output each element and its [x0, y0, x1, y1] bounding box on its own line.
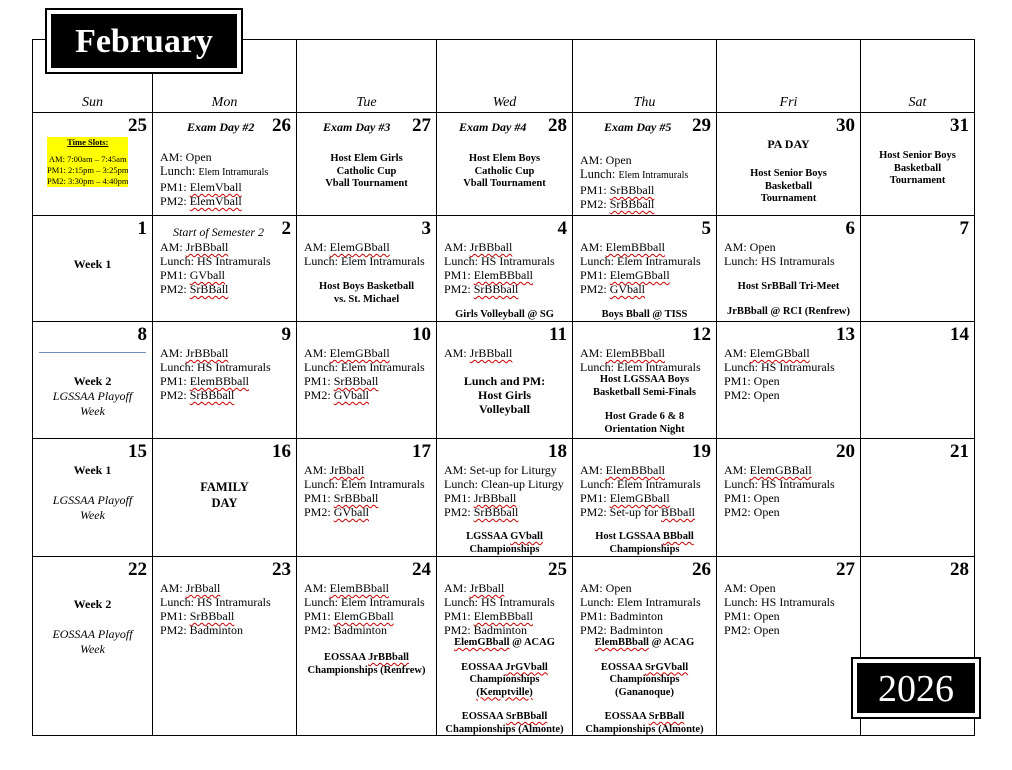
- event-note: [573, 531, 716, 556]
- schedule-line: Lunch: HS Intramurals: [160, 254, 271, 268]
- event-line: LGSSAA GVball: [466, 531, 543, 542]
- day-schedule: [304, 581, 425, 637]
- schedule-line: PM2: SrBBball: [444, 282, 519, 296]
- day-schedule: [444, 240, 555, 296]
- schedule-line: Lunch: Elem Intramurals: [304, 595, 425, 609]
- event-line: Championships: [609, 543, 680, 555]
- week-label: [33, 257, 152, 272]
- schedule-line: PM2: SrBBball: [580, 197, 655, 211]
- day-number: 1: [137, 218, 147, 239]
- schedule-line: AM: JrBball: [444, 581, 505, 595]
- week-row: [33, 216, 975, 322]
- schedule-line: AM: JrBBball: [160, 346, 229, 360]
- schedule-line: Lunch: Elem Intramurals: [580, 595, 701, 609]
- day-number: 25: [128, 115, 147, 136]
- day-number: 12: [692, 324, 711, 345]
- event-footer: Boys Bball @ TISS: [601, 309, 688, 320]
- weekday-wed: Wed: [437, 40, 573, 113]
- weekday-fri: Fri: [717, 40, 861, 113]
- day-cell: [717, 322, 861, 439]
- day-cell: [297, 439, 437, 557]
- schedule-line: PM2: Open: [724, 623, 780, 637]
- day-number: 9: [281, 324, 291, 345]
- schedule-line: PM2: Open: [724, 505, 780, 519]
- playoff-label: EOSSAA Playoff: [52, 627, 133, 641]
- weekday-tue: Tue: [297, 40, 437, 113]
- schedule-line: Lunch: Elem Intramurals: [580, 360, 701, 374]
- day-number: 26: [692, 559, 711, 580]
- day-number: 10: [412, 324, 431, 345]
- event-line: Catholic Cup: [336, 165, 397, 177]
- week-label: [33, 627, 152, 657]
- day-number: 19: [692, 441, 711, 462]
- event-line: Host Elem Girls: [330, 153, 403, 164]
- schedule-line: PM1: SrBBball: [304, 374, 379, 388]
- event-note: [717, 281, 860, 318]
- day-number: 27: [412, 115, 431, 136]
- pa-day-title: PA DAY: [767, 137, 810, 151]
- day-schedule: [580, 581, 701, 637]
- week-number: Week 1: [73, 463, 112, 477]
- day-number: 18: [548, 441, 567, 462]
- event-line: ElemGBball @ ACAG: [454, 637, 555, 648]
- event-line: FAMILY: [200, 480, 249, 494]
- day-cell: [297, 216, 437, 322]
- exam-day-note: Exam Day #5: [604, 120, 672, 134]
- time-slot-pm1: PM1: 2:15pm – 3:25pm: [47, 165, 129, 175]
- day-cell: [33, 216, 153, 322]
- schedule-line: Lunch: Elem Intramurals: [580, 167, 689, 181]
- schedule-line: PM1: SrBBball: [304, 491, 379, 505]
- event-line: Vball Tournament: [463, 178, 546, 189]
- schedule-line: Lunch: Elem Intramurals: [580, 477, 701, 491]
- event-line: Volleyball: [479, 402, 530, 416]
- schedule-line: AM: ElemGBBall: [724, 463, 812, 477]
- day-cell: [717, 439, 861, 557]
- day-number: 29: [692, 115, 711, 136]
- playoff-label: LGSSAA Playoff: [52, 389, 133, 403]
- day-schedule: [580, 153, 688, 211]
- day-number: 24: [412, 559, 431, 580]
- schedule-line: PM2: Open: [724, 388, 780, 402]
- event-line: EOSSAA SrGVball: [600, 661, 689, 673]
- day-number: 7: [959, 218, 969, 239]
- schedule-line: PM2: Badminton: [580, 623, 664, 637]
- day-cell: [437, 322, 573, 439]
- day-number: 26: [272, 115, 291, 136]
- day-number: 31: [950, 115, 969, 136]
- time-slot-am: AM: 7:00am – 7:45am: [48, 154, 127, 164]
- playoff-label: Week: [80, 404, 105, 418]
- day-number: 11: [549, 324, 567, 345]
- schedule-line: AM: Open: [580, 153, 632, 167]
- month-title-box: [45, 8, 243, 74]
- day-schedule: [580, 240, 701, 296]
- day-cell: [861, 113, 975, 216]
- schedule-line: Lunch: HS Intramurals: [724, 360, 835, 374]
- weekday-sun: Sun: [33, 40, 153, 113]
- day-schedule: [160, 150, 268, 208]
- day-number: 23: [272, 559, 291, 580]
- event-line: EOSSAA SrBBball: [461, 711, 548, 722]
- day-number: 16: [272, 441, 291, 462]
- schedule-line: PM1: JrBBball: [444, 491, 517, 505]
- event-note: [573, 637, 716, 736]
- playoff-label: Week: [80, 642, 105, 656]
- day-cell: [153, 322, 297, 439]
- calendar-grid: [32, 39, 975, 736]
- schedule-line: PM1: ElemGBball: [580, 491, 670, 505]
- exam-day-note: Exam Day #2: [187, 120, 255, 134]
- event-line: Orientation Night: [604, 423, 685, 435]
- event-line: (Gananoque): [615, 686, 674, 698]
- schedule-line: Lunch: Elem Intramurals: [580, 254, 701, 268]
- event-line: Host Girls: [478, 388, 531, 402]
- event-note: [717, 168, 860, 206]
- schedule-line: AM: ElemBBball: [580, 240, 665, 254]
- event-line: Catholic Cup: [474, 165, 535, 177]
- time-slots-title: Time Slots:: [67, 137, 109, 147]
- schedule-line: PM1: Open: [724, 491, 780, 505]
- year-label: 2026: [857, 663, 975, 713]
- schedule-line: AM: ElemGBball: [724, 346, 810, 360]
- schedule-line: PM2: GVball: [580, 282, 646, 296]
- event-line: Host LGSSAA Boys: [599, 374, 690, 385]
- event-line: Basketball: [893, 162, 942, 174]
- day-cell: [717, 216, 861, 322]
- event-line: Championships: [469, 543, 540, 555]
- event-line: Host SrBBall Tri-Meet: [737, 281, 840, 292]
- schedule-line: AM: JrBBball: [444, 346, 513, 360]
- day-schedule: [580, 346, 701, 374]
- month-title: February: [51, 14, 237, 68]
- day-cell: [297, 113, 437, 216]
- day-cell: [33, 113, 153, 216]
- schedule-line: Lunch: HS Intramurals: [444, 595, 555, 609]
- schedule-line: AM: JrBball: [160, 581, 221, 595]
- day-number: 2: [281, 218, 291, 239]
- day-schedule: [724, 463, 835, 519]
- day-cell: [437, 439, 573, 557]
- week-number: Week 2: [73, 597, 112, 611]
- event-line: Host Grade 6 & 8: [604, 411, 685, 422]
- event-line: Host LGSSAA BBball: [595, 531, 694, 542]
- semester-note: Start of Semester 2: [173, 225, 264, 239]
- day-schedule: [160, 240, 271, 296]
- day-cell: [297, 557, 437, 736]
- day-cell: [297, 322, 437, 439]
- schedule-line: PM1: ElemBBball: [444, 268, 534, 282]
- day-cell: [573, 322, 717, 439]
- day-schedule: [724, 346, 835, 402]
- event-line: Lunch and PM:: [463, 374, 546, 388]
- day-schedule: [304, 463, 425, 519]
- week-label: [33, 493, 152, 523]
- day-schedule: [444, 581, 555, 637]
- day-cell: [861, 322, 975, 439]
- schedule-line: PM1: Open: [724, 609, 780, 623]
- schedule-line: AM: Open: [580, 581, 632, 595]
- event-line: Host Senior Boys: [879, 150, 956, 161]
- schedule-line: PM2: GVball: [304, 388, 370, 402]
- week-row: [33, 557, 975, 736]
- schedule-line: AM: ElemGBball: [304, 240, 390, 254]
- schedule-line: AM: JrBBball: [444, 240, 513, 254]
- day-cell: [153, 557, 297, 736]
- day-number: 20: [836, 441, 855, 462]
- day-number: 3: [421, 218, 431, 239]
- event-note: [437, 531, 572, 556]
- day-cell: [573, 557, 717, 736]
- day-number: 14: [950, 324, 969, 345]
- day-cell: [573, 216, 717, 322]
- day-number: 22: [128, 559, 147, 580]
- day-number: 17: [412, 441, 431, 462]
- event-line: Host Elem Boys: [468, 153, 541, 164]
- event-note: [297, 281, 436, 306]
- event-line: Championships: [469, 674, 540, 685]
- day-cell: [437, 557, 573, 736]
- day-cell: [717, 557, 861, 736]
- divider-line: [39, 352, 146, 353]
- day-cell: [573, 113, 717, 216]
- day-number: 4: [557, 218, 567, 239]
- schedule-line: AM: ElemBBball: [580, 346, 665, 360]
- day-cell: [33, 322, 153, 439]
- day-number: 28: [950, 559, 969, 580]
- schedule-line: Lunch: Elem Intramurals: [160, 164, 269, 178]
- day-cell: [33, 439, 153, 557]
- day-schedule: [724, 240, 835, 268]
- schedule-line: AM: Set-up for Liturgy: [444, 463, 557, 477]
- day-schedule: [444, 346, 512, 360]
- exam-day-note: Exam Day #3: [323, 120, 391, 134]
- playoff-label: Week: [80, 508, 105, 522]
- schedule-line: PM2: Badminton: [444, 623, 528, 637]
- schedule-line: AM: Open: [724, 581, 776, 595]
- schedule-line: Lunch: HS Intramurals: [160, 360, 271, 374]
- event-line: JrBBball @ RCI (Renfrew): [726, 305, 851, 317]
- day-cell: [861, 439, 975, 557]
- week-row: [33, 439, 975, 557]
- schedule-line: PM2: Set-up for BBball: [580, 505, 696, 519]
- event-line: Basketball: [764, 180, 813, 192]
- event-line: EOSSAA JrGVball: [461, 661, 548, 673]
- event-note: [437, 637, 572, 736]
- schedule-line: PM1: ElemGBball: [580, 268, 670, 282]
- schedule-line: PM2: Badminton: [304, 623, 388, 637]
- year-box: [851, 657, 981, 719]
- schedule-line: AM: JrBBball: [160, 240, 229, 254]
- day-schedule: [160, 346, 271, 402]
- schedule-line: Lunch: HS Intramurals: [724, 254, 835, 268]
- schedule-line: PM2: SrBBball: [160, 388, 235, 402]
- day-cell: [33, 557, 153, 736]
- event-note: [573, 374, 716, 436]
- day-schedule: [304, 346, 425, 402]
- week-label: [33, 463, 152, 478]
- event-line: Championships: [609, 674, 680, 685]
- event-line: Championships (Almonte): [445, 723, 564, 735]
- event-note: [297, 652, 436, 677]
- event-note: [297, 153, 436, 191]
- day-cell: [717, 113, 861, 216]
- day-schedule: [724, 581, 835, 637]
- event-line: EOSSAA SrBBall: [604, 711, 685, 722]
- event-line: Championships (Almonte): [585, 723, 704, 735]
- day-number: 13: [836, 324, 855, 345]
- schedule-line: Lunch: Clean-up Liturgy: [444, 477, 564, 491]
- event-line: vs. St. Michael: [333, 293, 400, 305]
- time-slots-box: [47, 137, 128, 187]
- day-schedule: [580, 463, 701, 519]
- schedule-line: Lunch: HS Intramurals: [444, 254, 555, 268]
- schedule-line: AM: Open: [160, 150, 212, 164]
- day-cell: [153, 439, 297, 557]
- day-schedule: [444, 463, 564, 519]
- event-line: Vball Tournament: [325, 178, 408, 189]
- schedule-line: PM1: SrBBball: [580, 183, 655, 197]
- day-cell: [437, 113, 573, 216]
- family-day-note: [153, 479, 296, 511]
- day-schedule: [304, 240, 425, 268]
- day-number: 8: [137, 324, 147, 345]
- schedule-line: AM: ElemBBball: [304, 581, 389, 595]
- week-label: [33, 374, 152, 419]
- schedule-line: AM: JrBball: [304, 463, 365, 477]
- schedule-line: AM: ElemBBball: [580, 463, 665, 477]
- schedule-line: PM1: ElemGBball: [304, 609, 394, 623]
- schedule-line: Lunch: HS Intramurals: [160, 595, 271, 609]
- schedule-line: Lunch: Elem Intramurals: [304, 360, 425, 374]
- schedule-line: PM1: Open: [724, 374, 780, 388]
- schedule-line: PM1: ElemBBball: [444, 609, 534, 623]
- schedule-line: Lunch: Elem Intramurals: [304, 477, 425, 491]
- schedule-line: PM2: GVball: [304, 505, 370, 519]
- day-schedule: [160, 581, 271, 637]
- day-cell: [573, 439, 717, 557]
- day-cell: [861, 216, 975, 322]
- schedule-line: PM2: SrBBall: [160, 282, 229, 296]
- schedule-line: AM: ElemGBball: [304, 346, 390, 360]
- exam-day-note: Exam Day #4: [459, 120, 527, 134]
- event-line: Host Senior Boys: [750, 168, 827, 179]
- day-number: 25: [548, 559, 567, 580]
- schedule-line: PM2: Badminton: [160, 623, 244, 637]
- schedule-line: Lunch: HS Intramurals: [724, 477, 835, 491]
- event-line: Host Boys Basketball: [318, 281, 415, 292]
- week-row: [33, 113, 975, 216]
- event-line: ElemBBball @ ACAG: [594, 637, 695, 648]
- week-row: [33, 322, 975, 439]
- day-number: 21: [950, 441, 969, 462]
- event-line: Tournament: [760, 193, 817, 204]
- event-line: Basketball Semi-Finals: [593, 386, 696, 398]
- weekday-mon: Mon: [153, 40, 297, 113]
- schedule-line: PM2: SrBBball: [444, 505, 519, 519]
- day-number: 30: [836, 115, 855, 136]
- event-note: [437, 374, 572, 416]
- day-number: 15: [128, 441, 147, 462]
- schedule-line: PM1: GVball: [160, 268, 226, 282]
- playoff-label: LGSSAA Playoff: [52, 493, 133, 507]
- event-line: (Kemptville): [476, 686, 533, 698]
- event-note: [861, 150, 974, 188]
- event-line: Tournament: [889, 175, 946, 186]
- day-number: 28: [548, 115, 567, 136]
- week-number: Week 1: [73, 257, 112, 271]
- time-slot-pm2: PM2: 3:30pm – 4:40pm: [47, 176, 129, 186]
- schedule-line: Lunch: HS Intramurals: [724, 595, 835, 609]
- week-label: [33, 597, 152, 612]
- event-footer: Girls Volleyball @ SG: [455, 309, 554, 320]
- event-line: EOSSAA JrBBball: [324, 652, 409, 663]
- day-number: 27: [836, 559, 855, 580]
- event-line: DAY: [211, 496, 238, 510]
- event-note: [437, 153, 572, 191]
- day-cell: [153, 113, 297, 216]
- day-cell: [437, 216, 573, 322]
- schedule-line: PM1: ElemBBball: [160, 374, 250, 388]
- schedule-line: PM1: Badminton: [580, 609, 664, 623]
- weekday-sat: Sat: [861, 40, 975, 113]
- schedule-line: PM1: SrBBball: [160, 609, 235, 623]
- schedule-line: AM: Open: [724, 240, 776, 254]
- day-number: 5: [701, 218, 711, 239]
- day-number: 6: [845, 218, 855, 239]
- week-number: Week 2: [73, 374, 112, 388]
- schedule-line: PM1: ElemVball: [160, 180, 242, 194]
- event-line: Championships (Renfrew): [307, 664, 426, 676]
- schedule-line: Lunch: Elem Intramurals: [304, 254, 425, 268]
- day-cell: [153, 216, 297, 322]
- weekday-thu: Thu: [573, 40, 717, 113]
- schedule-line: PM2: ElemVball: [160, 194, 242, 208]
